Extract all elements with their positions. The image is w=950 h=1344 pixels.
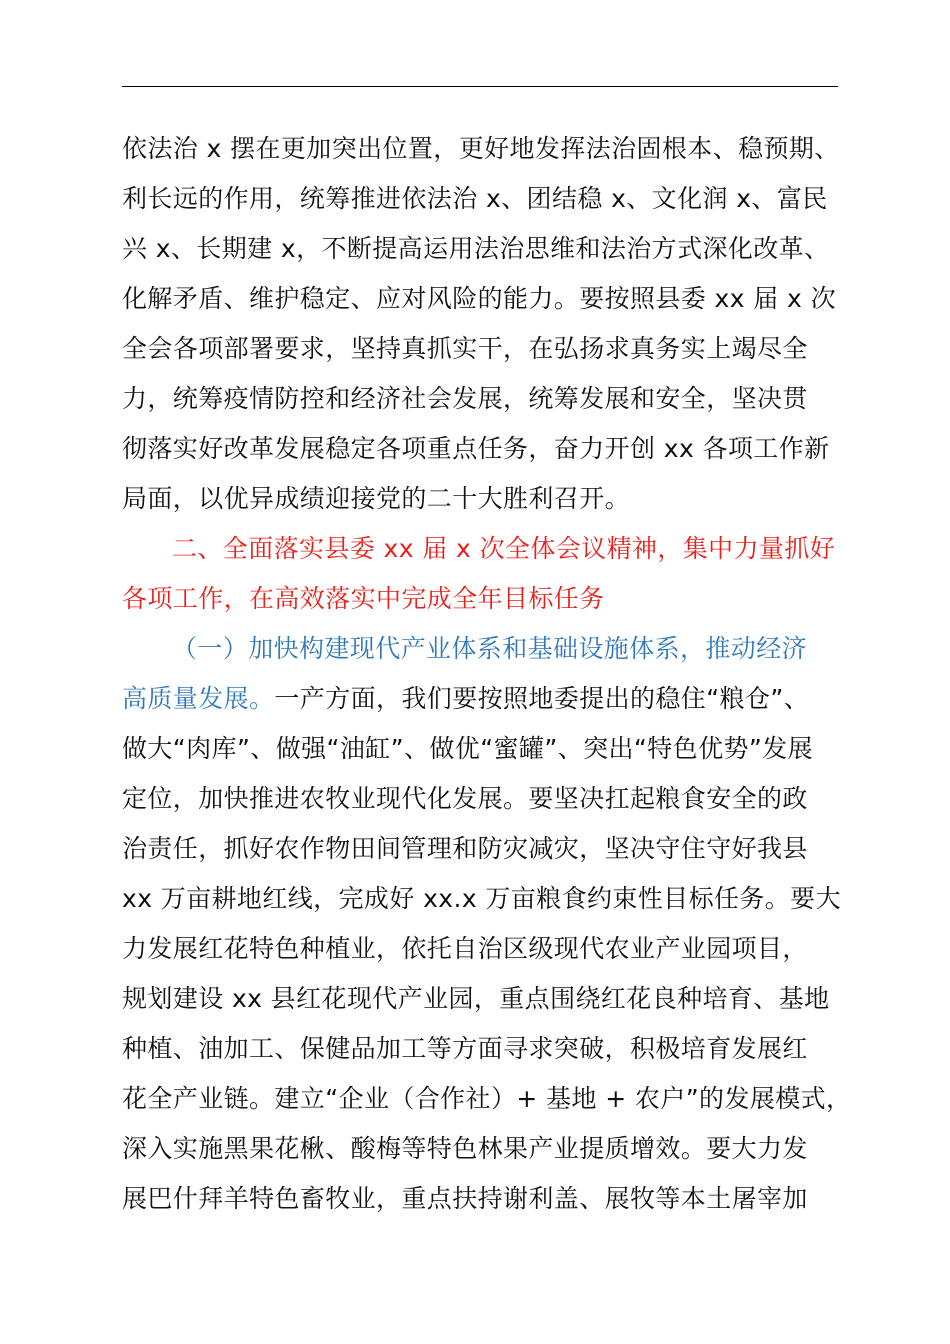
text-line: xx 万亩耕地红线，完成好 xx.x 万亩粮食约束性目标任务。要大 bbox=[122, 884, 841, 913]
text-line: 力发展红花特色种植业，依托自治区级现代农业产业园项目， bbox=[122, 934, 808, 963]
text-line: 兴 x、长期建 x，不断提高运用法治思维和法治方式深化改革、 bbox=[122, 234, 830, 263]
text-line: 花全产业链。建立“企业（合作社）+ 基地 + 农户”的发展模式， bbox=[122, 1084, 852, 1113]
text-line: 力，统筹疫情防控和经济社会发展，统筹发展和安全，坚决贯 bbox=[122, 384, 808, 413]
text-line: 规划建设 xx 县红花现代产业园，重点围绕红花良种培育、基地 bbox=[122, 984, 830, 1013]
text-line: 依法治 x 摆在更加突出位置，更好地发挥法治固根本、稳预期、 bbox=[122, 134, 840, 163]
text-line: 利长远的作用，统筹推进依法治 x、团结稳 x、文化润 x、富民 bbox=[122, 184, 828, 213]
text-line: 化解矛盾、维护稳定、应对风险的能力。要按照县委 xx 届 x 次 bbox=[122, 284, 836, 313]
header-rule bbox=[122, 86, 838, 87]
text-line: 彻落实好改革发展稳定各项重点任务，奋力开创 xx 各项工作新 bbox=[122, 434, 830, 463]
text-line: 局面，以优异成绩迎接党的二十大胜利召开。 bbox=[122, 484, 631, 513]
subsection-heading-end: 高质量发展。 bbox=[122, 684, 275, 713]
paragraph-industry bbox=[122, 624, 852, 1224]
text-line: 治责任，抓好农作物田间管理和防灾减灾，坚决守住守好我县 bbox=[122, 834, 808, 863]
text-line: 定位，加快推进农牧业现代化发展。要坚决扛起粮食安全的政 bbox=[122, 784, 808, 813]
text-line: 做大“肉库”、做强“油缸”、做优“蜜罐”、突出“特色优势”发展 bbox=[122, 734, 814, 763]
subsection-heading-line: （一）加快构建现代产业体系和基础设施体系，推动经济 bbox=[172, 634, 808, 663]
section-heading bbox=[122, 524, 842, 624]
text-line: 种植、油加工、保健品加工等方面寻求突破，积极培育发展红 bbox=[122, 1034, 808, 1063]
text-line: 深入实施黑果花楸、酸梅等特色林果产业提质增效。要大力发 bbox=[122, 1134, 808, 1163]
section-heading-line: 各项工作，在高效落实中完成全年目标任务 bbox=[122, 584, 605, 613]
text-line bbox=[122, 674, 842, 724]
paragraph-rule-of-law bbox=[122, 124, 842, 524]
text-span: 一产方面，我们要按照地委提出的稳住“粮仓”、 bbox=[274, 684, 810, 713]
document-body bbox=[122, 124, 852, 1224]
text-line: 展巴什拜羊特色畜牧业，重点扶持谢利盖、展牧等本土屠宰加 bbox=[122, 1184, 808, 1213]
section-heading-line: 二、全面落实县委 xx 届 x 次全体会议精神，集中力量抓好 bbox=[172, 534, 836, 563]
text-line: 全会各项部署要求，坚持真抓实干，在弘扬求真务实上竭尽全 bbox=[122, 334, 808, 363]
